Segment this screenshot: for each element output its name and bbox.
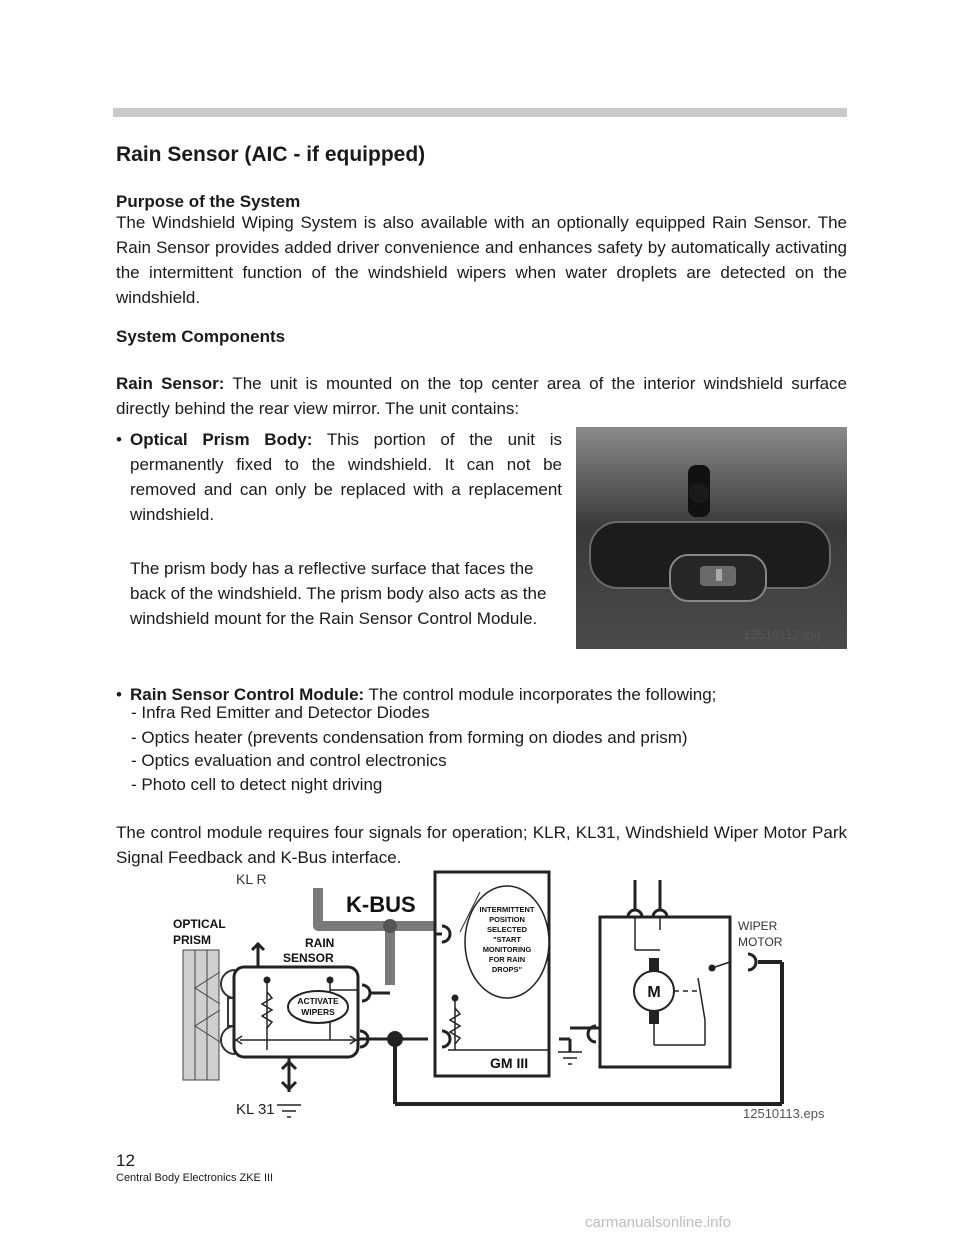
- bullet-prism-marker: •: [116, 430, 122, 449]
- label-motor: MOTOR: [738, 935, 783, 949]
- label-kbus: K-BUS: [346, 892, 416, 917]
- photo-caption: 12510112.jpg: [743, 627, 821, 642]
- prism-lead: Optical Prism Body:: [130, 430, 313, 449]
- note-line: "START: [493, 935, 521, 944]
- module-item: - Optics heater (prevents condensation from forming on diodes and prism): [131, 728, 688, 747]
- module-item: - Optics evaluation and control electronics: [131, 751, 447, 770]
- purpose-paragraph: The Windshield Wiping System is also available with an optionally equipped Rain Sensor. The Rain Sensor provides added driver convenience and enhances safety by automatically activating the intermittent function of the windshield wipers when water droplets are detected on the windshield.: [116, 213, 847, 307]
- note-line: POSITION: [489, 915, 525, 924]
- page-title: Rain Sensor (AIC - if equipped): [116, 143, 426, 166]
- prism-paragraph: [130, 427, 562, 527]
- rain-sensor-paragraph: [116, 371, 847, 421]
- prism-text: This portion of the unit is permanently fixed to the windshield. It can not be removed and can only be replaced with a replacement windshield.: [130, 430, 562, 524]
- label-kl-r: KL R: [236, 871, 267, 887]
- label-gm3: GM III: [490, 1055, 529, 1071]
- purpose-heading: Purpose of the System: [116, 192, 301, 211]
- rain-sensor-photo: [576, 427, 847, 649]
- label-rain: RAIN: [305, 936, 335, 950]
- watermark: carmanualsonline.info: [585, 1214, 731, 1231]
- rain-sensor-text: The unit is mounted on the top center area of the interior windshield surface directly behind the rear view mirror. The unit contains:: [116, 374, 847, 418]
- label-prism: PRISM: [173, 933, 212, 947]
- module-lead: Rain Sensor Control Module:: [130, 685, 365, 704]
- label-sensor: SENSOR: [283, 951, 334, 965]
- note-line: INTERMITTENT: [479, 905, 535, 914]
- label-activate: ACTIVATE: [297, 996, 339, 1006]
- rain-sensor-lead: Rain Sensor:: [116, 374, 225, 393]
- module-item: - Photo cell to detect night driving: [131, 775, 383, 794]
- signals-paragraph: The control module requires four signals for operation; KLR, KL31, Windshield Wiper Motor Park Signal Feedback and K-Bus interface.: [116, 823, 847, 867]
- bullet-module-marker: •: [116, 685, 122, 704]
- label-wipers: WIPERS: [301, 1007, 335, 1017]
- page-number: 12: [116, 1151, 135, 1170]
- label-m: M: [647, 984, 661, 1001]
- label-kl31: KL 31: [236, 1101, 275, 1118]
- module-item: - Infra Red Emitter and Detector Diodes: [131, 703, 430, 722]
- components-heading: System Components: [116, 327, 286, 346]
- header-rule: [113, 108, 847, 117]
- label-optical: OPTICAL: [173, 917, 226, 931]
- prism-paragraph-2: The prism body has a reflective surface that faces the back of the windshield. The prism body also acts as the windshield mount for the Rain Sensor Control Module.: [130, 559, 547, 628]
- note-line: FOR RAIN: [488, 955, 526, 964]
- rain-sensor-circuit-diagram: [150, 860, 850, 1130]
- label-wiper: WIPER: [738, 919, 778, 933]
- note-line: DROPS": [491, 965, 523, 974]
- footer-text: Central Body Electronics ZKE III: [116, 1172, 274, 1184]
- module-text: The control module incorporates the following;: [364, 685, 717, 704]
- diagram-caption: 12510113.eps: [743, 1106, 825, 1121]
- note-line: SELECTED: [486, 925, 528, 934]
- optical-prism-shape: [183, 950, 220, 1080]
- note-line: MONITORING: [482, 945, 532, 954]
